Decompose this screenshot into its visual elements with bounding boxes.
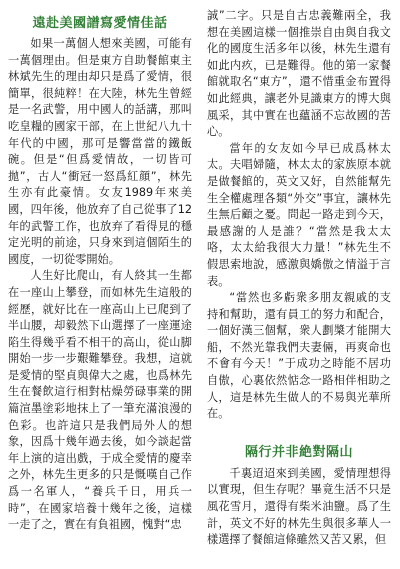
paragraph: “當然也多虧衆多朋友親戚的支持和幫助，還有員工的努力和配合，一個好漢三個幫，衆人劃槳才能開大船，不然光靠我們夫妻倆，再爽命也不會有今天！”于成功之時能不居功自傲，心裏依然惦念一路相伴相助之人，這是林先生做人的不易與光華所在。 [207,291,391,421]
section-heading-2: 隔行并非絶對隔山 [244,444,353,460]
paragraph: 人生好比爬山，有人終其一生都在一座山上攀登，而如林先生這般的經歷，就好比在一座高山上已爬到了半山腰，却毅然下山選擇了一座運途陷生得幾乎看不相干的高山，從山脚開始一步一步艱難攀登。我想，這就是愛情的堅貞與偉大之處，也爲林先生在餐飲這行相對枯燥勞碌事業的開篇渲墨塗彩地抹上了一筆充滿浪漫的色彩。也許這只是我們局外人的想象，因爲十幾年過去後，如今談起當年上演的這出戲，于成全愛情的慶幸之外，林先生更多的只是慨嘆自己作爲一名軍人，“養兵千日，用兵一時”，在國家培養十幾年之後，這樣一走了之，實在有負祖國，愧對“忠 [8,269,192,532]
paragraph: 千裏迢迢來到美國，愛情理想得以實現，但生存呢？畢竟生活不只是風花雪月，還得有柴米油鹽。爲了生計，英文不好的林先生與很多華人一樣選擇了餐館這條雖然又苦又累，但 [207,466,391,547]
section-heading-1: 遠赴美國譜寫愛情佳話 [32,16,168,31]
paragraph: 當年的女友如今早已成爲林太太。夫唱婦隨，林太太的家族原本就是做餐館的，英文又好，自然能幫先生全權處理各類“外交”事宜，讓林先生無后顧之憂。問起一路走到今天，最感謝的人是誰？“當然是我太太咯，太太給我很大力量！”林先生不假思索地說，感激與嬌傲之情溢于言表。 [207,141,391,288]
left-column [8,8,192,534]
right-column [207,8,391,549]
paragraph: 如果一萬個人想來美國，可能有一萬個理由。但是東方自助餐館東主林斌先生的理由却只是爲了愛情，很簡單，很純粹！在大陸，林先生曾經是一名武警，用中國人的話講，那叫吃皇糧的國家干部，在上世紀八九十年代的中國，那可是響當當的鐵飯碗。但是“但爲愛情故，一切皆可拋”，古人“衝冠一怒爲紅顔”，林先生亦有此豪情。女友1989年來美國，四年後，他放弃了自己從事了12年的武警工作，也放弃了看得見的穩定光明的前途，只身來到這個陌生的國度，一切從零開始。 [8,37,192,266]
paragraph-continued: 誠”二字。只是自古忠義難兩全，我想在美國這樣一個推崇自由與自我文化的國度生活多年以後，林先生還有如此内疚，已是難得。他的第一家餐館就取名“東方”，還不惜重金布置得如此經典，讓老外見識東方的博大與風采，其中實在也蘊涵不忘故國的苦心。 [207,9,391,139]
